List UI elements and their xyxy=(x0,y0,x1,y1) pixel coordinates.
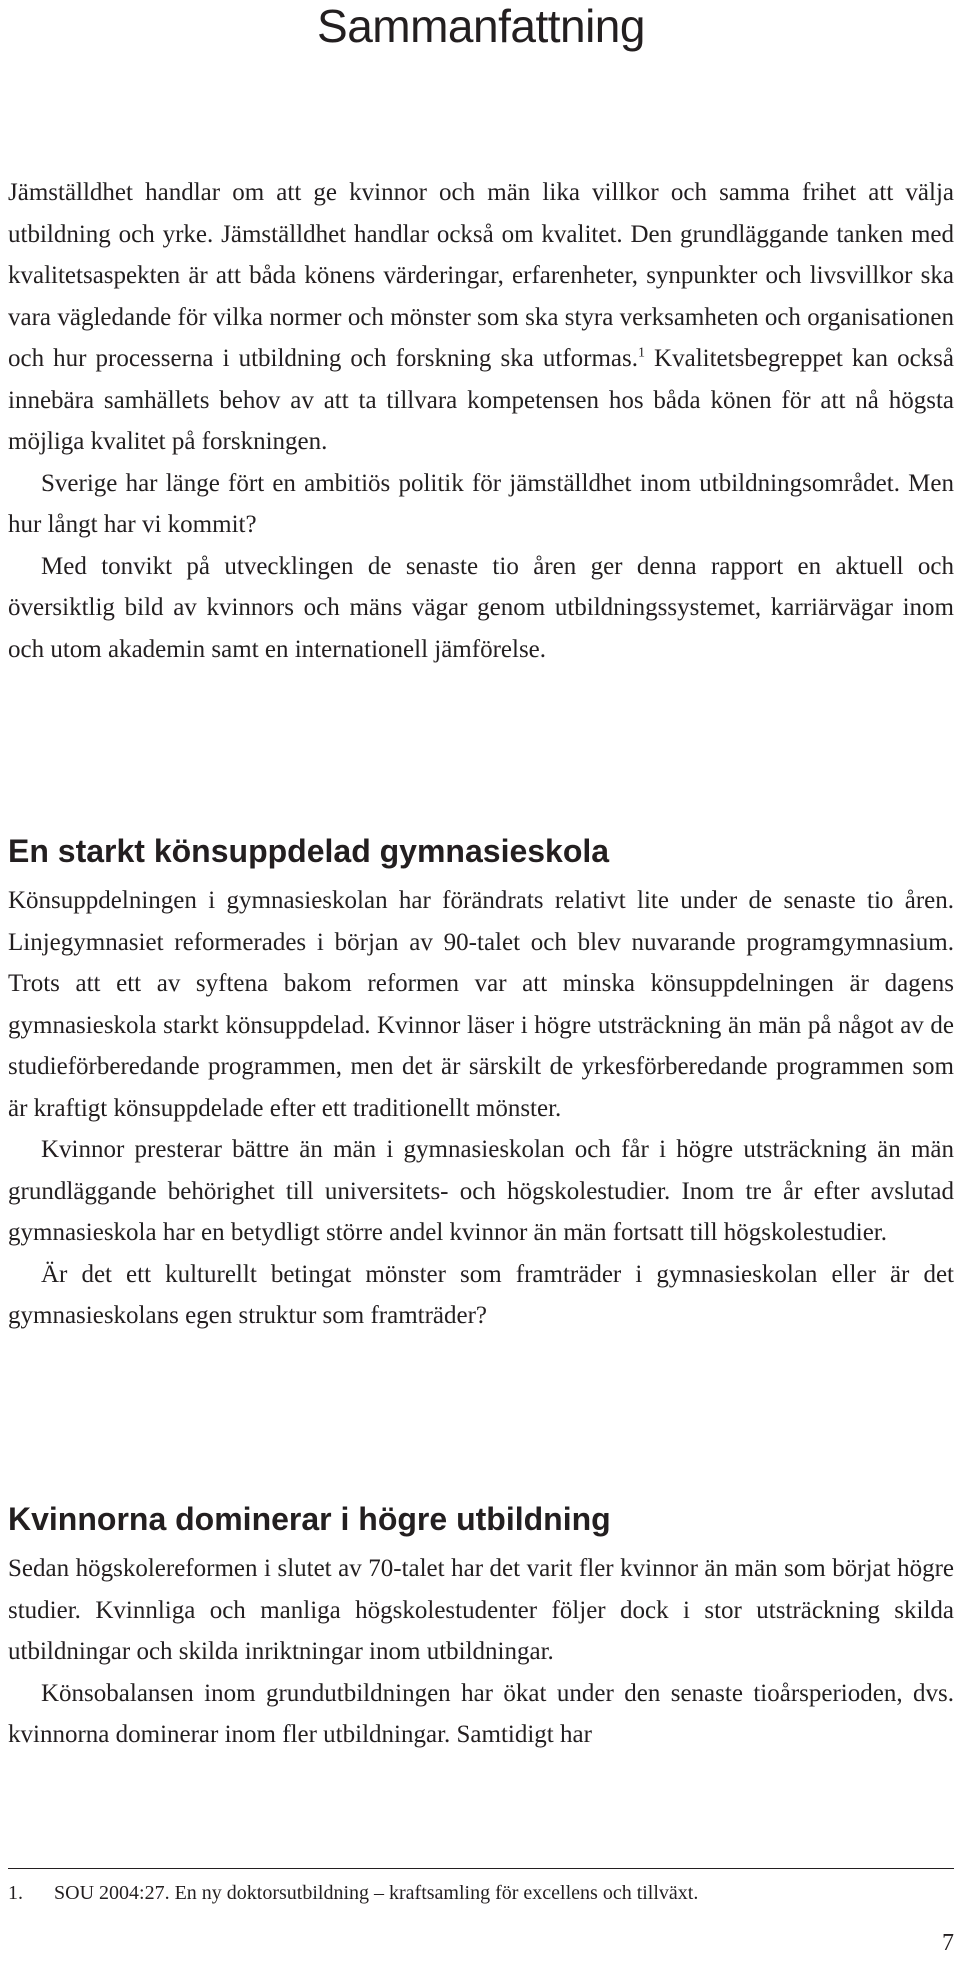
gymnasieskola-paragraph-2: Kvinnor presterar bättre än män i gymnasieskolan och får i högre utsträckning än män grundläggande behörighet till universitets- och högskolestudier. Inom tre år efter avslutad gymnasieskola har en betydligt större andel kvinnor än män fortsatt till högskolestudier. xyxy=(8,1136,954,1246)
section-gymnasieskola xyxy=(8,830,954,1337)
section-heading-gymnasieskola: En starkt könsuppdelad gymnasieskola xyxy=(8,833,610,869)
footnote-divider xyxy=(8,1868,954,1869)
intro-paragraph-2: Sverige har länge fört en ambitiös politik för jämställdhet inom utbildningsområdet. Men hur långt har vi kommit? xyxy=(8,469,954,538)
gymnasieskola-paragraph-1: Könsuppdelningen i gymnasieskolan har förändrats relativt lite under de senaste tio åren. Linjegymnasiet reformerades i början av 90-talet och blev nuvarande programgymnasium. Trots att ett av syftena bakom reformen var att minska könsuppdelningen är dagens gymnasieskola starkt könsuppdelad. Kvinnor läser i högre utsträckning än män på något av de studieförberedande programmen, men det är särskilt de yrkesförberedande programmen som är kraftigt könsuppdelade efter ett traditionellt mönster. xyxy=(8,887,954,1122)
footnote-text: SOU 2004:27. En ny doktorsutbildning – kraftsamling för excellens och tillväxt. xyxy=(54,1882,699,1904)
footnote-reference[interactable]: 1 xyxy=(637,345,645,361)
footnote xyxy=(8,1880,954,1906)
footnote-number: 1. xyxy=(8,1882,23,1904)
intro-paragraph-1 xyxy=(8,172,954,463)
intro-section xyxy=(8,172,954,670)
section-heading-hogre-utbildning: Kvinnorna dominerar i högre utbildning xyxy=(8,1501,611,1537)
intro-paragraph-1-text: Jämställdhet handlar om att ge kvinnor och män lika villkor och samma frihet att välja utbildning och yrke. Jämställdhet handlar också om kvalitet. Den grundläggande tanken med kvalitetsaspekten är att båda könens värderingar, erfarenheter, synpunkter och livsvillkor ska vara vägledande för vilka normer och mönster som ska styra verksamheten och organisationen och hur processerna i utbildning och forskning ska utformas. xyxy=(8,179,954,372)
hogre-utbildning-paragraph-1: Sedan högskolereformen i slutet av 70-talet har det varit fler kvinnor än män som börjat högre studier. Kvinnliga och manliga högskolestudenter följer dock i stor utsträckning skilda utbildningar och skilda inriktningar inom utbildningar. xyxy=(8,1555,954,1665)
page-title: Sammanfattning xyxy=(317,0,645,52)
document-page xyxy=(8,0,954,1968)
hogre-utbildning-paragraph-2: Könsobalansen inom grundutbildningen har ökat under den senaste tioårsperioden, dvs. kvinnorna dominerar inom fler utbildningar. Samtidigt har xyxy=(8,1679,954,1748)
page-number: 7 xyxy=(942,1930,954,1956)
intro-paragraph-3: Med tonvikt på utvecklingen de senaste tio åren ger denna rapport en aktuell och översiktlig bild av kvinnors och mäns vägar genom utbildningssystemet, karriärvägar inom och utom akademin samt en internationell jämförelse. xyxy=(8,552,954,663)
section-hogre-utbildning xyxy=(8,1498,954,1756)
intro-paragraph-1-continued: Kvalitetsbegreppet kan också innebära samhällets behov av att ta tillvara kompetensen hos båda könen för att nå högsta möjliga kvalitet på forskningen. xyxy=(8,345,954,455)
gymnasieskola-paragraph-3: Är det ett kulturellt betingat mönster som framträder i gymnasieskolan eller är det gymnasieskolans egen struktur som framträder? xyxy=(8,1260,954,1329)
